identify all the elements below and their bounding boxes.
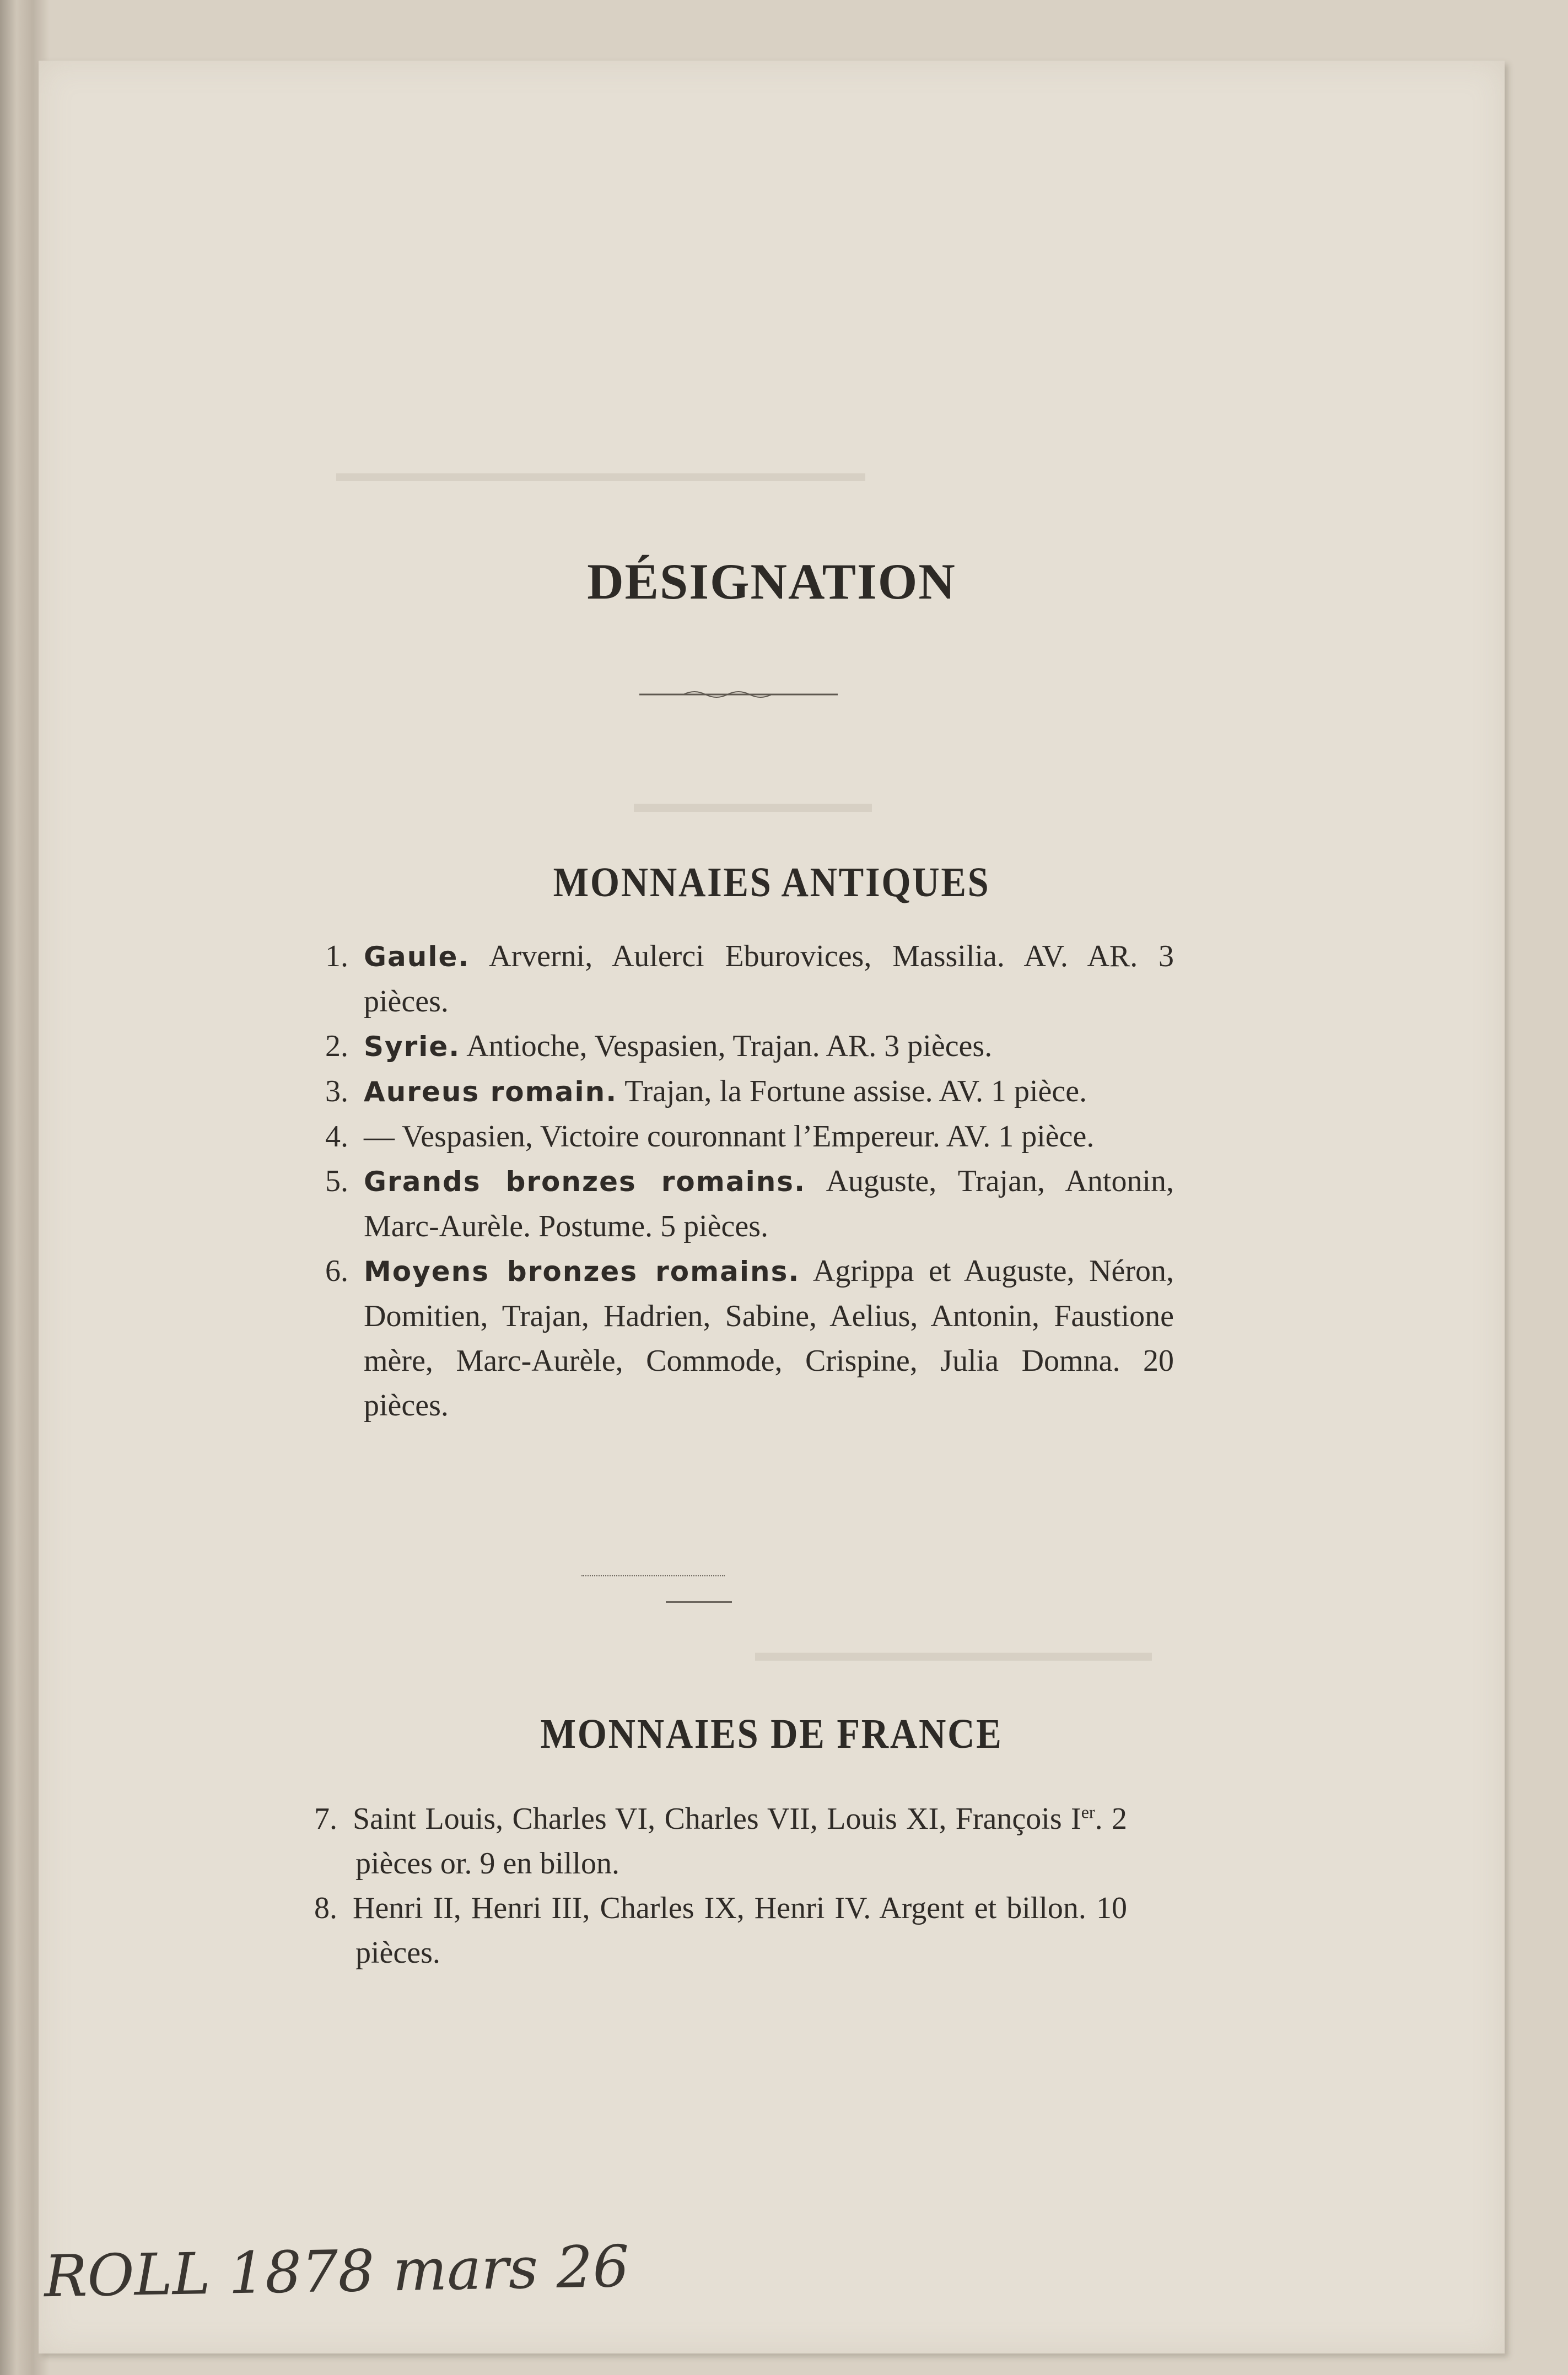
- entry-number: 5.: [325, 1164, 348, 1198]
- entry-number: 6.: [325, 1254, 348, 1288]
- entry-label: Gaule.: [364, 941, 470, 973]
- entry-text: Henri II, Henri III, Charles IX, Henri IV. Argent et billon. 10 pièces.: [353, 1891, 1127, 1970]
- list-item: [39, 1797, 1127, 1886]
- entry-label: Moyens bronzes romains.: [364, 1256, 800, 1288]
- entry-text: Saint Louis, Charles VI, Charles VII, Louis XI, François I: [353, 1802, 1081, 1836]
- entry-number: 2.: [325, 1029, 348, 1063]
- entry-list-france: [39, 1797, 1505, 1975]
- list-item: [39, 1114, 1174, 1159]
- entry-text: Arverni, Aulerci Eburovices, Massilia. AV. AR. 3 pièces.: [364, 939, 1174, 1019]
- entry-text: — Vespasien, Victoire couronnant l’Empereur. AV. 1 pièce.: [364, 1119, 1095, 1154]
- section-heading-antiques: MONNAIES ANTIQUES: [553, 859, 990, 906]
- entry-number: 1.: [325, 939, 348, 973]
- bleed-through-text: ▬▬▬▬▬▬▬▬▬▬▬▬▬▬▬▬▬▬▬▬: [336, 458, 865, 487]
- document-page: [39, 61, 1505, 2354]
- section-divider: [581, 1575, 725, 1576]
- entry-number: 7.: [314, 1802, 337, 1836]
- entry-list-antiques: [39, 934, 1505, 1428]
- list-item: [39, 934, 1174, 1024]
- list-item: [39, 1886, 1127, 1975]
- entry-text: Antioche, Vespasien, Trajan. AR. 3 pièces.: [466, 1029, 993, 1063]
- list-item: [39, 1159, 1174, 1249]
- entry-text: Agrippa et Auguste, Néron, Domitien, Trajan, Hadrien, Sabine, Aelius, Antonin, Faustione mère, Marc-Aurèle, Commode, Crispine, Julia Domna. 20 pièces.: [364, 1254, 1174, 1423]
- entry-label: Syrie.: [364, 1031, 461, 1063]
- entry-superscript: er: [1081, 1802, 1095, 1822]
- list-item: [39, 1024, 1174, 1069]
- entry-text: Auguste, Trajan, Antonin, Marc-Aurèle. Postume. 5 pièces.: [364, 1164, 1174, 1243]
- page-title: DÉSIGNATION: [587, 553, 956, 610]
- list-item: [39, 1249, 1174, 1428]
- list-item: [39, 1069, 1174, 1114]
- entry-text: . 2 pièces or. 9 en billon.: [355, 1802, 1127, 1881]
- entry-number: 3.: [325, 1074, 348, 1108]
- ornament-divider-icon: [639, 686, 838, 703]
- handwritten-annotation: ROLL 1878 mars 26: [44, 2232, 630, 2311]
- section-divider: [666, 1601, 732, 1603]
- entry-number: 4.: [325, 1119, 348, 1154]
- entry-label: Aureus romain.: [364, 1076, 618, 1108]
- section-heading-france: MONNAIES DE FRANCE: [540, 1711, 1003, 1758]
- entry-number: 8.: [314, 1891, 337, 1925]
- entry-label: Grands bronzes romains.: [364, 1166, 806, 1198]
- entry-text: Trajan, la Fortune assise. AV. 1 pièce.: [624, 1074, 1087, 1108]
- bleed-through-text: ▬▬▬▬▬▬▬▬▬▬▬▬▬▬▬: [755, 1638, 1152, 1667]
- bleed-through-text: ▬▬▬▬▬▬▬▬▬: [634, 789, 872, 818]
